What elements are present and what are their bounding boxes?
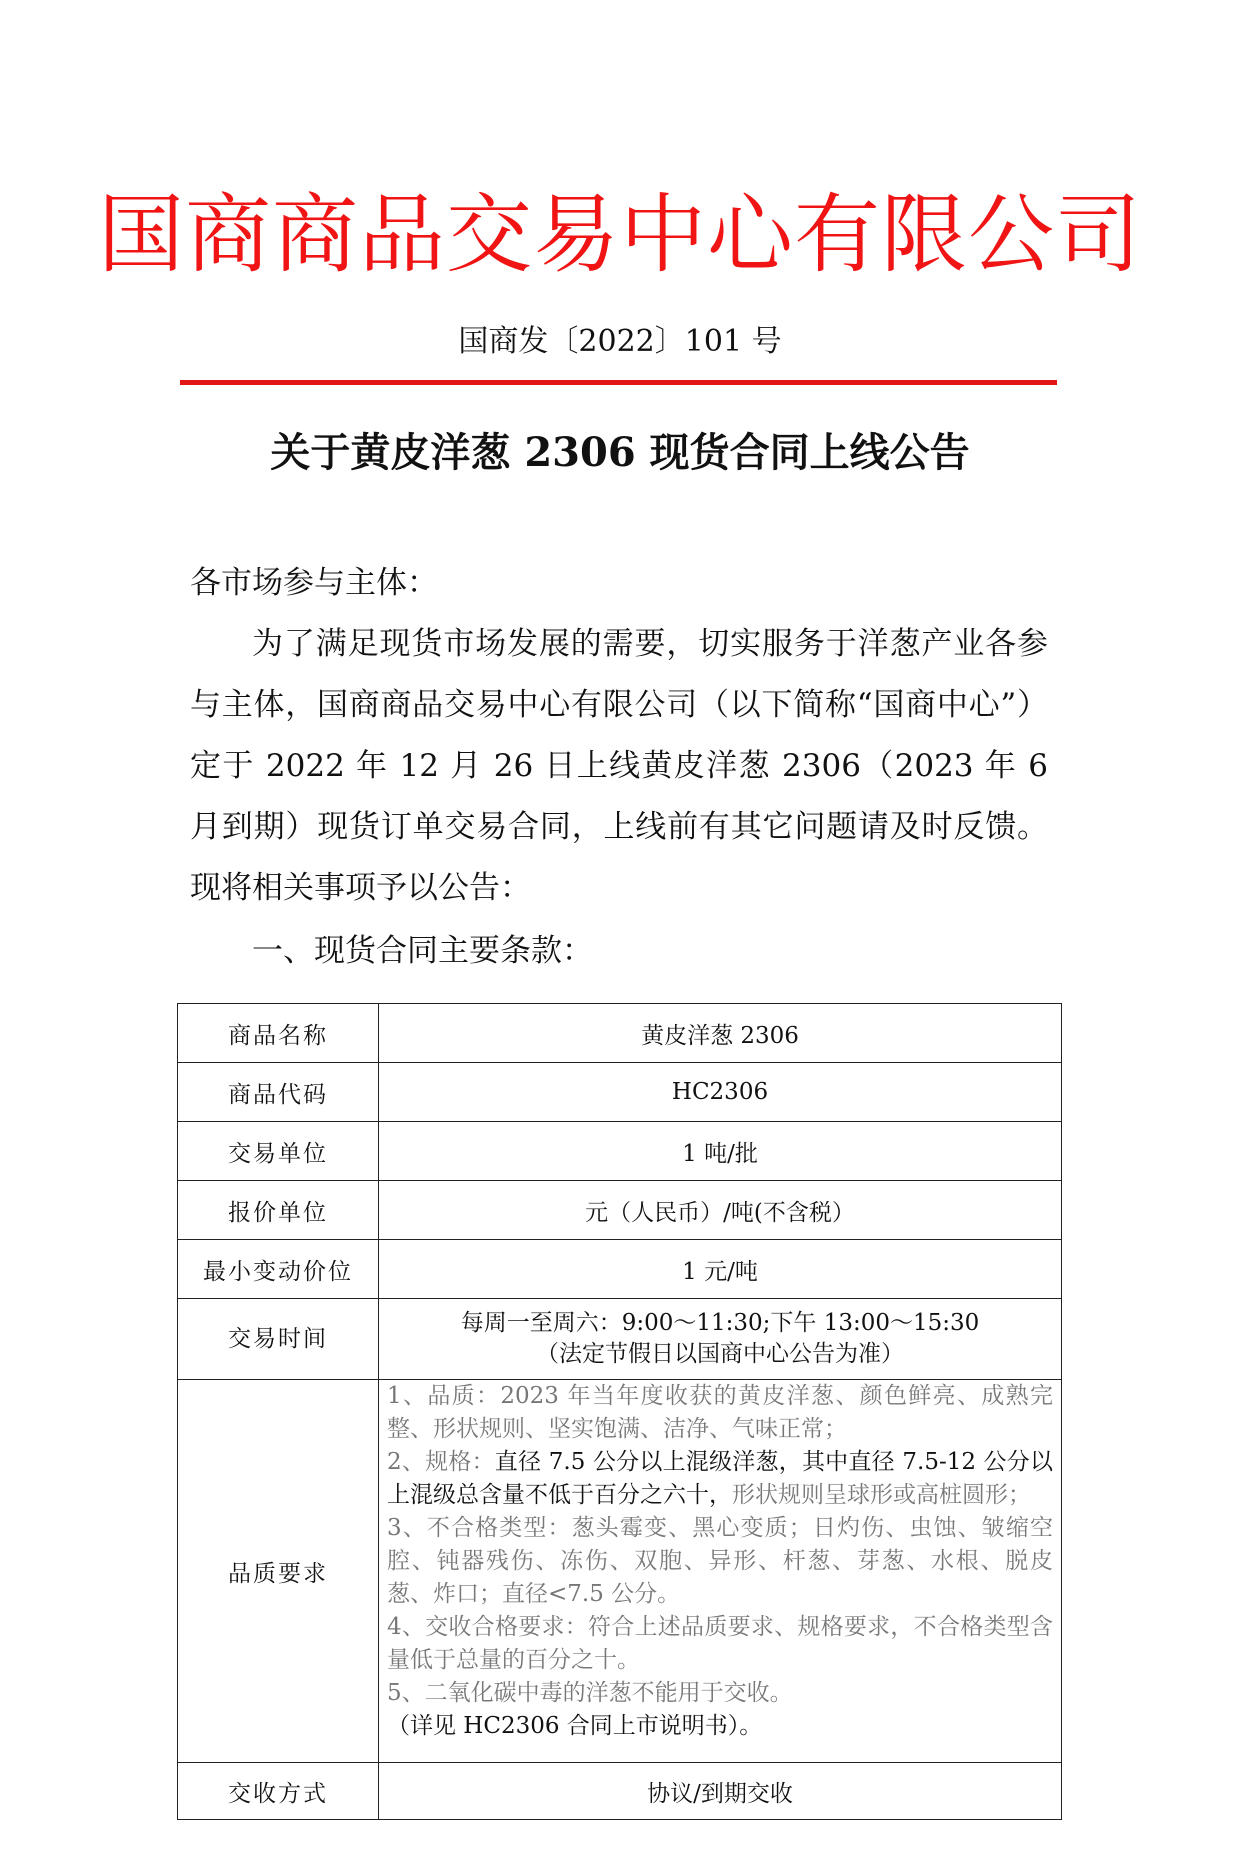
term-label: 商品代码 — [178, 1063, 379, 1122]
term-label: 报价单位 — [178, 1181, 379, 1240]
quality-requirements — [379, 1380, 1062, 1763]
term-label: 交收方式 — [178, 1763, 379, 1820]
table-row — [178, 1004, 1062, 1063]
intro-paragraph: 为了满足现货市场发展的需要，切实服务于洋葱产业各参与主体，国商商品交易中心有限公司（以下简称“国商中心”）定于 2022 年 12 月 26 日上线黄皮洋葱 2306（2023 年 6 月到期）现货订单交易合同，上线前有其它问题请及时反馈。现将相关事项予以公告： — [190, 626, 1048, 906]
table-row — [178, 1063, 1062, 1122]
term-value: 1 吨/批 — [379, 1122, 1062, 1181]
term-label: 商品名称 — [178, 1004, 379, 1063]
quality-text: 1、品质：2023 年当年度收获的黄皮洋葱、颜色鲜亮、成熟完整、形状规则、坚实饱满、洁净、气味正常； — [387, 1383, 1053, 1442]
notice-body — [190, 553, 1048, 982]
term-value: 黄皮洋葱 2306 — [379, 1004, 1062, 1063]
section-heading-1: 一、现货合同主要条款： — [252, 933, 593, 969]
table-row — [178, 1122, 1062, 1181]
term-value: 元（人民币）/吨(不含税） — [379, 1181, 1062, 1240]
quality-text: 形状规则呈球形或高桩圆形； — [732, 1482, 1031, 1508]
term-label: 交易时间 — [178, 1299, 379, 1380]
quality-text: 3、不合格类型：葱头霉变、黑心变质；日灼伤、虫蚀、皱缩空腔、钝器残伤、冻伤、双胞、异形、杆葱、芽葱、水根、脱皮葱、炸口；直径<7.5 公分。 — [387, 1515, 1053, 1607]
org-name-header: 国商商品交易中心有限公司 — [98, 185, 1142, 285]
notice-title: 关于黄皮洋葱 2306 现货合同上线公告 — [270, 429, 970, 476]
quality-text: （详见 HC2306 合同上市说明书）。 — [387, 1713, 763, 1739]
term-value: 协议/到期交收 — [379, 1763, 1062, 1820]
quality-item — [387, 1611, 1053, 1677]
quality-item — [387, 1380, 1053, 1446]
term-value — [379, 1299, 1062, 1380]
table-row — [178, 1240, 1062, 1299]
term-label: 交易单位 — [178, 1122, 379, 1181]
term-label: 品质要求 — [178, 1380, 379, 1763]
table-row — [178, 1299, 1062, 1380]
red-divider — [180, 380, 1057, 385]
contract-terms-table — [177, 1003, 1062, 1820]
trading-hours-note: （法定节假日以国商中心公告为准） — [536, 1341, 904, 1367]
term-label: 最小变动价位 — [178, 1240, 379, 1299]
table-row — [178, 1181, 1062, 1240]
term-value: 1 元/吨 — [379, 1240, 1062, 1299]
quality-text: 4、交收合格要求：符合上述品质要求、规格要求，不合格类型含量低于总量的百分之十。 — [387, 1614, 1053, 1673]
quality-text: 5、二氧化碳中毒的洋葱不能用于交收。 — [387, 1680, 793, 1706]
quality-text: 2、规格： — [387, 1449, 495, 1475]
table-row — [178, 1380, 1062, 1763]
quality-item — [387, 1512, 1053, 1611]
document-number: 国商发〔2022〕101 号 — [458, 324, 782, 359]
trading-hours-text: 每周一至周六：9:00～11:30;下午 13:00～15:30 — [460, 1310, 980, 1336]
quality-item — [387, 1710, 1053, 1743]
quality-text: 直径 7.5 公分以上混级洋葱，其中直径 7.5-12 公分以上混级总含量不低于百分之六十， — [387, 1449, 1054, 1508]
table-row — [178, 1763, 1062, 1820]
quality-item — [387, 1446, 1053, 1512]
greeting: 各市场参与主体： — [190, 565, 438, 601]
quality-item — [387, 1677, 1053, 1710]
term-value: HC2306 — [379, 1063, 1062, 1122]
